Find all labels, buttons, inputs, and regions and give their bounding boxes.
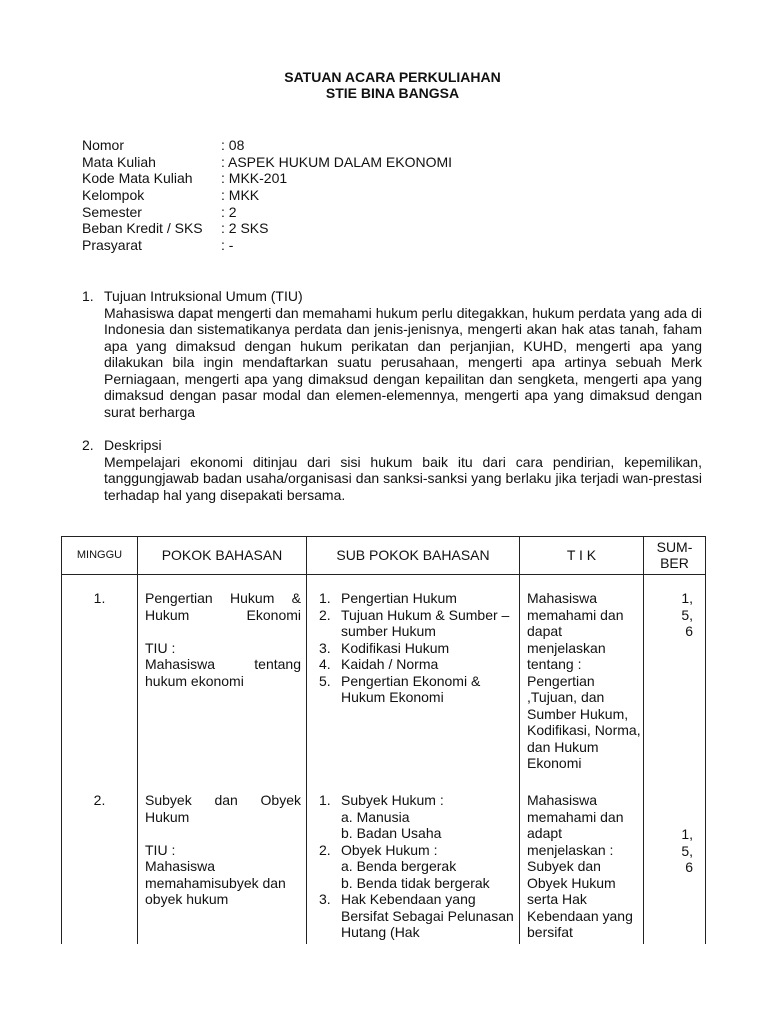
row2-minggu: 2.	[93, 792, 106, 808]
meta-value: : ASPEK HUKUM DALAM EKONOMI	[221, 153, 453, 170]
tiu-text: Mahasiswa memahamisubyek dan obyek hukum	[145, 858, 286, 907]
sub-subitem: a. Benda bergerak	[341, 858, 457, 874]
header-sumber-line2: BER	[660, 555, 689, 571]
section-heading: Deskripsi	[104, 437, 162, 453]
meta-label: Semester	[82, 203, 142, 220]
tiu-label: TIU :	[145, 841, 176, 858]
sub-number: 1.	[319, 792, 331, 808]
sub-subitem: b. Benda tidak bergerak	[341, 874, 490, 891]
header-sumber	[644, 537, 705, 573]
meta-value: : MKK	[221, 187, 260, 204]
tiu-text: Mahasiswa tentang hukum ekonomi	[145, 656, 301, 689]
sub-subitem: b. Badan Usaha	[341, 825, 442, 841]
sub-number: 1.	[319, 590, 331, 606]
meta-row-kode	[82, 170, 452, 187]
section-number: 2.	[82, 437, 94, 453]
meta-row-prasyarat	[82, 237, 452, 254]
row1-minggu: 1.	[93, 590, 106, 606]
table-header-divider	[61, 574, 706, 575]
sub-item	[319, 640, 515, 657]
section-number: 1.	[82, 288, 94, 304]
row1-sumber	[644, 590, 693, 640]
row2-pokok-bahasan	[145, 792, 301, 908]
sub-subitem: a. Manusia	[341, 808, 410, 825]
header-sumber-line1: SUM-	[656, 538, 693, 555]
schedule-table	[61, 536, 706, 1024]
sub-text: Obyek Hukum :	[341, 841, 438, 858]
sub-item	[319, 590, 515, 607]
sub-number: 2.	[319, 841, 331, 858]
meta-label: Beban Kredit / SKS	[82, 220, 203, 237]
meta-row-kelompok	[82, 187, 452, 204]
meta-value: : -	[221, 237, 234, 254]
sub-item	[319, 792, 515, 809]
section-deskripsi	[82, 437, 702, 503]
header-sub-pokok-bahasan: SUB POKOK BAHASAN	[336, 546, 490, 563]
header-minggu: MINGGU	[76, 548, 123, 561]
sub-item	[319, 891, 515, 941]
sub-number: 2.	[319, 606, 331, 623]
section-text: Mempelajari ekonomi ditinjau dari sisi hukum baik itu dari cara pendirian, kepemilikan, tanggungjawab badan usaha/organisasi dan sanksi-sanksi yang berlaku jika terjadi wan-prestasi terhadap hal yang disepakati bersama.	[104, 453, 702, 503]
row2-tik: Mahasiswa memahami dan adapt menjelaskan : Subyek dan Obyek Hukum serta Hak Kebendaan yang bersifat	[527, 792, 633, 940]
sumber-ref: 5,	[681, 606, 693, 623]
header-tik: T I K	[566, 546, 597, 563]
row1-sub-pokok-bahasan	[319, 590, 515, 706]
sub-number: 3.	[319, 639, 331, 656]
sub-number: 5.	[319, 672, 331, 689]
tiu-label: TIU :	[145, 639, 176, 656]
sub-number: 3.	[319, 891, 331, 907]
sub-item	[319, 607, 515, 640]
meta-value: : MKK-201	[221, 170, 288, 187]
column-divider	[306, 536, 307, 944]
meta-row-nomor	[82, 137, 452, 154]
section-text: Mahasiswa dapat mengerti dan memahami hukum perlu ditegakkan, hukum perdata yang ada di Indonesia dan sistematikanya perdata dan jenis-jenisnya, mengerti akan hak atas tanah, faham apa yang dimaksud dengan hukum perikatan dan perjanjian, KUHD, mengerti apa yang dilakukan bila ingin mendaftarkan suatu perusahaan, mengerti apa artinya sebuah Merk Perniagaan, mengerti apa yang dimaksud dengan kepailitan dan sengketa, mengerti apa yang dimaksud dengan pasar modal dan elemen-elemennya, mengerti apa yang dimaksud dengan surat berharga	[104, 304, 702, 420]
meta-label: Kode Mata Kuliah	[82, 170, 193, 187]
sumber-ref: 6	[685, 859, 693, 875]
sub-item	[319, 842, 515, 859]
section-heading: Tujuan Intruksional Umum (TIU)	[104, 288, 303, 304]
sub-text: Tujuan Hukum & Sumber – sumber Hukum	[341, 606, 510, 639]
meta-value: : 08	[221, 137, 245, 153]
column-divider	[519, 536, 520, 944]
sub-item	[319, 656, 515, 673]
meta-row-semester	[82, 204, 452, 221]
table-border-right	[705, 536, 706, 944]
document-title: SATUAN ACARA PERKULIAHAN	[284, 69, 501, 85]
meta-row-sks	[82, 220, 452, 237]
sub-text: Pengertian Hukum	[341, 590, 457, 606]
sub-text: Kodifikasi Hukum	[341, 639, 450, 656]
meta-label: Prasyarat	[82, 237, 142, 254]
row1-tik: Mahasiswa memahami dan dapat menjelaskan tentang : Pengertian ,Tujuan, dan Sumber Hukum, Kodifikasi, Norma, dan Hukum Ekonomi	[527, 590, 641, 771]
row2-sumber	[644, 826, 693, 876]
meta-label: Kelompok	[82, 187, 145, 204]
institution-name: STIE BINA BANGSA	[325, 85, 460, 101]
sub-item	[319, 673, 515, 706]
sumber-ref: 1,	[681, 826, 693, 842]
sub-text: Subyek Hukum :	[341, 792, 444, 808]
meta-label: Mata Kuliah	[82, 153, 156, 170]
meta-label: Nomor	[82, 137, 125, 153]
pokok-title: Subyek dan Obyek Hukum	[145, 792, 301, 825]
header-pokok-bahasan: POKOK BAHASAN	[161, 546, 283, 563]
course-info	[82, 137, 452, 254]
column-divider	[137, 536, 138, 944]
sub-text: Hak Kebendaan yang Bersifat Sebagai Pelunasan Hutang (Hak	[341, 891, 514, 940]
meta-value: : 2	[221, 203, 237, 220]
section-tiu	[82, 288, 702, 420]
meta-value: : 2 SKS	[221, 220, 269, 237]
sumber-ref: 6	[685, 623, 693, 639]
sub-text: Kaidah / Norma	[341, 656, 439, 672]
meta-row-mata-kuliah	[82, 154, 452, 171]
sumber-ref: 1,	[681, 590, 693, 606]
row2-sub-pokok-bahasan	[319, 792, 515, 941]
row1-pokok-bahasan	[145, 590, 301, 689]
sumber-ref: 5,	[681, 842, 693, 859]
sub-number: 4.	[319, 656, 331, 672]
pokok-title: Pengertian Hukum & Hukum Ekonomi	[145, 590, 301, 623]
sub-text: Pengertian Ekonomi & Hukum Ekonomi	[341, 672, 481, 705]
